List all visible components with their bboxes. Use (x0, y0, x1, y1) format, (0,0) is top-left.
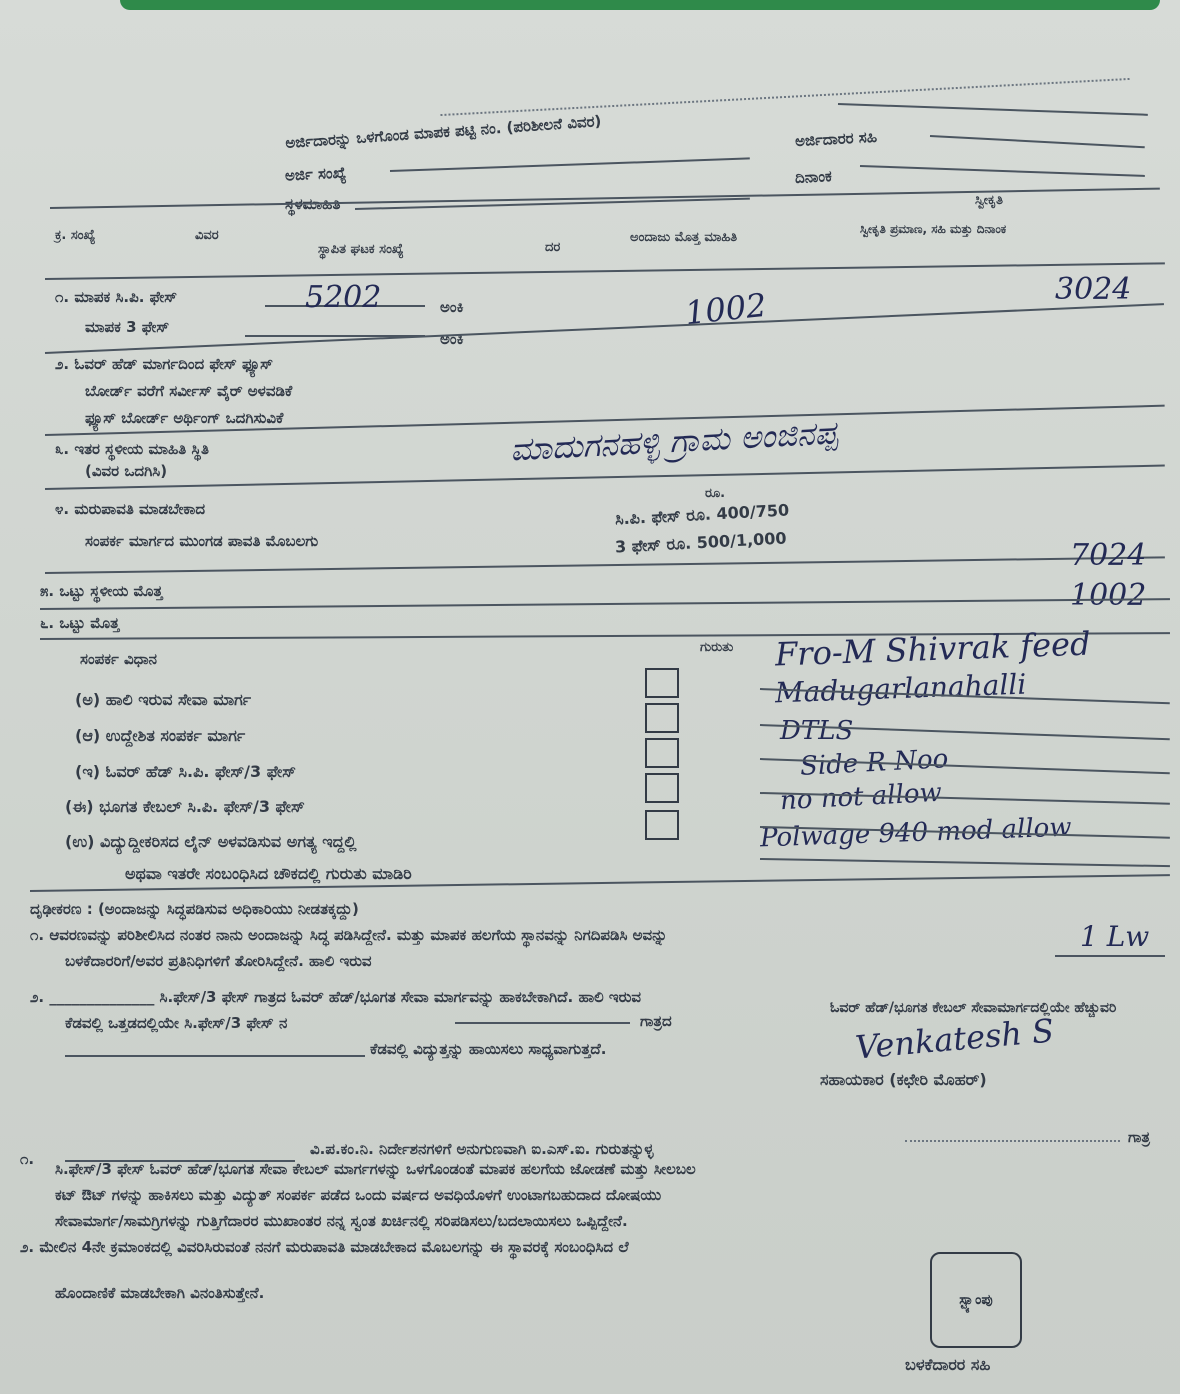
handwritten-remark: Side R Noo (799, 744, 950, 782)
officer-title: ಸಹಾಯಕಾರ (ಕಛೇರಿ ಮೊಹರ್) (820, 1070, 987, 1089)
location-label: ಸ್ಥಳಮಾಹಿತಿ (285, 195, 341, 213)
row3-line1: ೩. ಇತರ ಸ್ಥಳೀಯ ಮಾಹಿತಿ ಸ್ಥಿತಿ (55, 440, 209, 458)
user-signature-label: ಬಳಕೆದಾರರ ಸಹಿ (905, 1355, 991, 1374)
col6-head: ಸ್ವೀಕೃತಿ ಪ್ರಮಾಣ, ಸಹಿ ಮತ್ತು ದಿನಾಂಕ (860, 222, 1007, 236)
option-e-checkbox[interactable] (645, 810, 679, 840)
undertaking-p2-line1: ೨. ಮೇಲಿನ 4ನೇ ಕ್ರಮಾಂಕದಲ್ಲಿ ವಿವರಿಸಿರುವಂತೆ ನನಗೆ ಮರುಪಾವತಿ ಮಾಡಬೇಕಾದ ಮೊಬಲಗನ್ನು ಈ ಸ್ಥಾವರಕ್ಕೆ ಸಂಬಂಧಿಸಿದ ಲೆ (20, 1238, 629, 1256)
handwritten-value: 1002 (1070, 578, 1147, 613)
undertaking-num: ೧. (20, 1150, 35, 1168)
option-b-label: (ಆ) ಉದ್ದೇಶಿತ ಸಂಪರ್ಕ ಮಾರ್ಗ (75, 726, 246, 745)
certificate-p1-line1: ೧. ಆವರಣವನ್ನು ಪರಿಶೀಲಿಸಿದ ನಂತರ ನಾನು ಅಂದಾಜನ್ನು ಸಿದ್ಧ ಪಡಿಸಿದ್ದೇನೆ. ಮತ್ತು ಮಾಪಕ ಹಲಗೆಯ ಸ್ಥಾನವನ್ನು ನಿಗದಿಪಡಿಸಿ ಅವನ್ನು (30, 926, 668, 944)
row1-label-a: ೧. ಮಾಪಕ ಸಿ.ಪಿ. ಫೇಸ್ (55, 288, 178, 306)
rule (1055, 955, 1165, 957)
certificate-p2-line3: ಕೆಡವಲ್ಲಿ ಒತ್ತಡದಲ್ಲಿಯೇ ಸಿ.ಫೇಸ್/3 ಫೇಸ್ ನ (65, 1014, 288, 1032)
certificate-heading: ದೃಢೀಕರಣ : (ಅಂದಾಜನ್ನು ಸಿದ್ಧಪಡಿಸುವ ಅಧಿಕಾರಿಯು ನೀಡತಕ್ಕದ್ದು) (30, 900, 359, 918)
certificate-p2-line4: ಕೆಡವಲ್ಲಿ ವಿದ್ಯುತ್ತನ್ನು ಹಾಯಿಸಲು ಸಾಧ್ಯವಾಗುತ್ತದೆ. (370, 1040, 607, 1058)
rule (65, 1055, 365, 1057)
applicant-sign-label: ಅರ್ಜಿದಾರರ ಸಹಿ (794, 127, 878, 151)
certificate-p2-line1: ೨. ______________ ಸಿ.ಫೇಸ್/3 ಫೇಸ್ ಗಾತ್ರದ ಓವರ್ ಹೆಡ್/ಭೂಗತ ಸೇವಾ ಮಾರ್ಗವನ್ನು ಹಾಕಬೇಕಾಗಿದೆ. ಹಾಲಿ ಇರುವ (30, 988, 641, 1006)
row4-rate2: 3 ಫೇಸ್ ರೂ. 500/1,000 (614, 528, 787, 557)
handwritten-remark: DTLS (780, 716, 854, 746)
option-d-checkbox[interactable] (645, 773, 679, 803)
row4-rate1: ಸಿ.ಪಿ. ಫೇಸ್ ರೂ. 400/750 (614, 500, 790, 529)
revenue-stamp-box: ಸ್ಟ್ಯಾಂಪು (930, 1252, 1022, 1348)
undertaking-p2-line2: ಹೊಂದಾಣಿಕೆ ಮಾಡಬೇಕಾಗಿ ವಿನಂತಿಸುತ್ತೇನೆ. (55, 1284, 265, 1302)
undertaking-p1-line2: ಸಿ.ಫೇಸ್/3 ಫೇಸ್ ಓವರ್ ಹೆಡ್/ಭೂಗತ ಸೇವಾ ಕೇಬಲ್ ಮಾರ್ಗಗಳನ್ನು ಒಳಗೊಂಡಂತೆ ಮಾಪಕ ಹಲಗೆಯ ಜೋಡಣೆ ಮತ್ತು ಸೀಲಬಲ (55, 1160, 696, 1178)
row5-label: ೫. ಒಟ್ಟು ಸ್ಥಳೀಯ ಮೊತ್ತ (40, 582, 163, 600)
col2-head: ವಿವರ (195, 228, 219, 243)
certificate-p1-line2: ಬಳಕೆದಾರರಿಗೆ/ಅವರ ಪ್ರತಿನಿಧಿಗಳಿಗೆ ತೋರಿಸಿದ್ದೇನೆ. ಹಾಲಿ ಇರುವ (65, 952, 372, 970)
row6-label: ೬. ಒಟ್ಟು ಮೊತ್ತ (40, 614, 120, 632)
certificate-p2-line2: ಓವರ್ ಹೆಡ್/ಭೂಗತ ಕೇಬಲ್ ಸೇವಾಮಾರ್ಗದಲ್ಲಿಯೇ ಹೆಚ್ಚುವರಿ (830, 1000, 1117, 1016)
row1-unit-a: ಅಂಕಿ (440, 298, 464, 316)
application-number-label: ಅರ್ಜಿ ಸಂಖ್ಯೆ (284, 163, 347, 185)
row4-line1: ೪. ಮರುಪಾವತಿ ಮಾಡಬೇಕಾದ (55, 500, 206, 518)
handwritten-remark: ಮಾದುಗನಹಳ್ಳಿ ಗ್ರಾಮ ಅಂಜಿನಪ್ಪ (509, 413, 839, 469)
connection-method-head: ಸಂಪರ್ಕ ವಿಧಾನ (80, 650, 157, 668)
undertaking-p1-line3: ಕಟ್ ಔಟ್ ಗಳನ್ನು ಹಾಕಿಸಲು ಮತ್ತು ವಿದ್ಯುತ್ ಸಂಪರ್ಕ ಪಡೆದ ಒಂದು ವರ್ಷದ ಅವಧಿಯೊಳಗೆ ಉಂಟಾಗಬಹುದಾದ ದೋಷಯು (55, 1186, 662, 1204)
option-a-checkbox[interactable] (645, 668, 679, 698)
option-b-checkbox[interactable] (645, 703, 679, 733)
rule (455, 1022, 630, 1024)
option-e-label: (ಉ) ವಿದ್ಯುದ್ದೀಕರಿಸದ ಲೈನ್ ಅಳವಡಿಸುವ ಅಗತ್ಯ ಇದ್ದಲ್ಲಿ (65, 832, 357, 851)
certificate-p2-size: ಗಾತ್ರದ (640, 1012, 672, 1030)
officer-signature: Venkatesh S (853, 1011, 1056, 1067)
row4-rate-head: ರೂ. (705, 486, 726, 501)
folder-edge (120, 0, 1160, 10)
col5-head: ಅಂದಾಜು ಮೊತ್ತ ಮಾಹಿತಿ (630, 230, 738, 245)
option-e-label-2: ಅಥವಾ ಇತರೇ ಸಂಬಂಧಿಸಿದ ಚೌಕದಲ್ಲಿ ಗುರುತು ಮಾಡಿರಿ (125, 864, 412, 883)
dotted-rule (905, 1140, 1120, 1142)
undertaking-p1-size: ಗಾತ್ರ (1128, 1128, 1150, 1146)
mark-column-head: ಗುರುತು (700, 640, 734, 655)
undertaking-p1-line1: ವಿ.ಪ.ಕಂ.ನಿ. ನಿರ್ದೇಶನಗಳಿಗೆ ಅನುಗುಣವಾಗಿ ಐ.ಎಸ್.ಐ. ಗುರುತನ್ನುಳ್ಳ (310, 1140, 654, 1158)
col4-head: ದರ (545, 240, 561, 255)
row1-label-b: ಮಾಪಕ 3 ಫೇಸ್ (85, 318, 170, 336)
handwritten-value: 1002 (683, 285, 769, 333)
col1-head: ಕ್ರ. ಸಂಖ್ಯೆ (55, 228, 96, 243)
handwritten-value: 5202 (305, 280, 382, 315)
row2-line1: ೨. ಓವರ್ ಹೆಡ್ ಮಾರ್ಗದಿಂದ ಫೇಸ್ ಫ್ಯೂಸ್ (55, 355, 274, 373)
handwritten-value: 1 Lw (1080, 920, 1150, 953)
row2-line3: ಫ್ಯೂಸ್ ಬೋರ್ಡ್ ಅರ್ಥಿಂಗ್ ಒದಗಿಸುವಿಕೆ (85, 409, 284, 427)
header-line1: ಅರ್ಜಿದಾರನ್ನು ಒಳಗೊಂಡ ಮಾಪಕ ಪಟ್ಟಿ ನಂ. (ಪರಿಶೀಲನೆ ವಿವರ) (284, 111, 602, 153)
option-d-label: (ಈ) ಭೂಗತ ಕೇಬಲ್ ಸಿ.ಪಿ. ಫೇಸ್/3 ಫೇಸ್ (65, 797, 305, 816)
handwritten-remark: Polwage 940 mod allow (759, 812, 1073, 854)
row1-unit-b: ಅಂಕಿ (440, 330, 464, 348)
handwritten-value: 3024 (1055, 272, 1132, 307)
handwritten-value: 7024 (1070, 538, 1147, 573)
handwritten-remark: no not allow (779, 777, 943, 817)
option-c-label: (ಇ) ಓವರ್ ಹೆಡ್ ಸಿ.ಪಿ. ಫೇಸ್/3 ಫೇಸ್ (75, 762, 296, 781)
date-label: ದಿನಾಂಕ (794, 167, 833, 187)
row3-line2: (ವಿವರ ಒದಗಿಸಿ) (85, 462, 168, 480)
col3-head: ಸ್ಥಾಪಿತ ಘಟಕ ಸಂಖ್ಯೆ (318, 242, 404, 257)
handwritten-remark: Fro-M Shivrak feed (774, 624, 1092, 674)
row4-line2: ಸಂಪರ್ಕ ಮಾರ್ಗದ ಮುಂಗಡ ಪಾವತಿ ಮೊಬಲಗು (85, 532, 319, 550)
undertaking-p1-line4: ಸೇವಾಮಾರ್ಗ/ಸಾಮಗ್ರಿಗಳನ್ನು ಗುತ್ತಿಗೆದಾರರ ಮುಖಾಂತರ ನನ್ನ ಸ್ವಂತ ಖರ್ಚಿನಲ್ಲಿ ಸರಿಪಡಿಸಲು/ಬದಲಾಯಿಸಲು ಒಪ್ಪಿದ್ದೇನೆ. (55, 1212, 628, 1230)
option-a-label: (ಅ) ಹಾಲಿ ಇರುವ ಸೇವಾ ಮಾರ್ಗ (75, 690, 252, 709)
col6-head-a: ಸ್ವೀಕೃತಿ (975, 193, 1004, 208)
option-c-checkbox[interactable] (645, 738, 679, 768)
row2-line2: ಬೋರ್ಡ್ ವರೆಗೆ ಸರ್ವೀಸ್ ವೈರ್ ಅಳವಡಿಕೆ (85, 382, 293, 400)
handwritten-remark: Madugarlanahalli (774, 667, 1027, 710)
